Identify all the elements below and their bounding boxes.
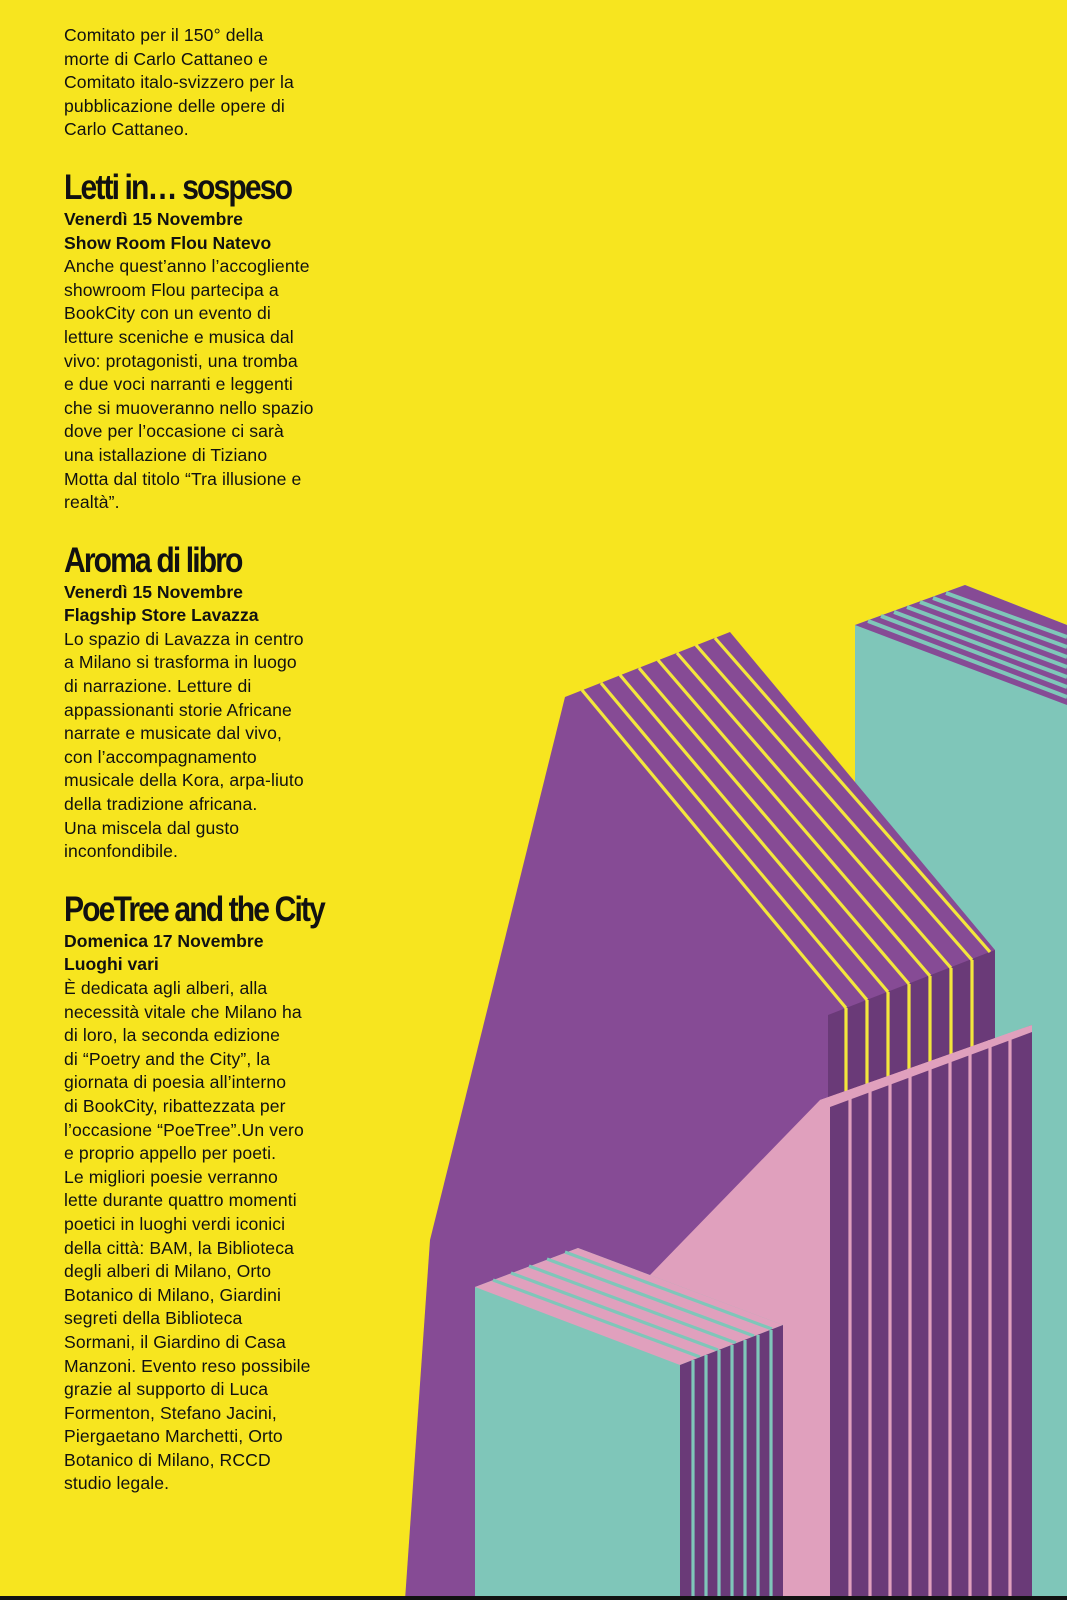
event-description: È dedicata agli alberi, alla necessità vitale che Milano ha di loro, la seconda edizione di “Poetry and the City”, la giornata di poesia all’interno di BookCity, ribattezzata per l’occasione “PoeTree”.Un vero e proprio appello per poeti. Le migliori poesie verranno lette durante quattro momenti poetici in luoghi verdi iconici della città: BAM, la Biblioteca degli alberi di Milano, Orto Botanico di Milano, Giardini segreti della Biblioteca Sormani, il Giardino di Casa Manzoni. Evento reso possibile grazie al supporto di Luca Formenton, Stefano Jacini, Piergaetano Marchetti, Orto Botanico di Milano, RCCD studio legale. (64, 978, 311, 1494)
event-title: Letti in… sospeso (64, 167, 292, 207)
text-column (64, 24, 364, 1496)
event-date: Venerdì 15 Novembre (64, 208, 243, 229)
event-description: Lo spazio di Lavazza in centro a Milano si trasforma in luogo di narrazione. Letture di appassionanti storie Africane narrate e musicate dal vivo, con l’accompagnamento musicale della Kora, arpa-liuto della tradizione africana. Una miscela dal gusto inconfondibile. (64, 628, 304, 862)
event-date: Domenica 17 Novembre (64, 930, 264, 951)
event-title: Aroma di libro (64, 540, 242, 580)
event-title: PoeTree and the City (64, 889, 324, 929)
event-venue: Flagship Store Lavazza (64, 605, 259, 626)
event-date: Venerdì 15 Novembre (64, 581, 243, 602)
event-aroma-di-libro (64, 540, 364, 864)
event-poetree-and-the-city (64, 889, 364, 1496)
event-venue: Luoghi vari (64, 954, 159, 975)
intro-paragraph: Comitato per il 150° della morte di Carlo Cattaneo e Comitato italo-svizzero per la pubblicazione delle opere di Carlo Cattaneo. (64, 25, 294, 140)
event-venue: Show Room Flou Natevo (64, 232, 272, 253)
bottom-rule (0, 1596, 1067, 1600)
event-letti-in-sospeso (64, 167, 364, 515)
event-description: Anche quest’anno l’accogliente showroom Flou partecipa a BookCity con un evento di letture sceniche e musica dal vivo: protagonisti, una tromba e due voci narranti e leggenti che si muoveranno nello spazio dove per l’occasione ci sarà una istallazione di Tiziano Motta dal titolo “Tra illusione e realtà”. (64, 256, 314, 513)
